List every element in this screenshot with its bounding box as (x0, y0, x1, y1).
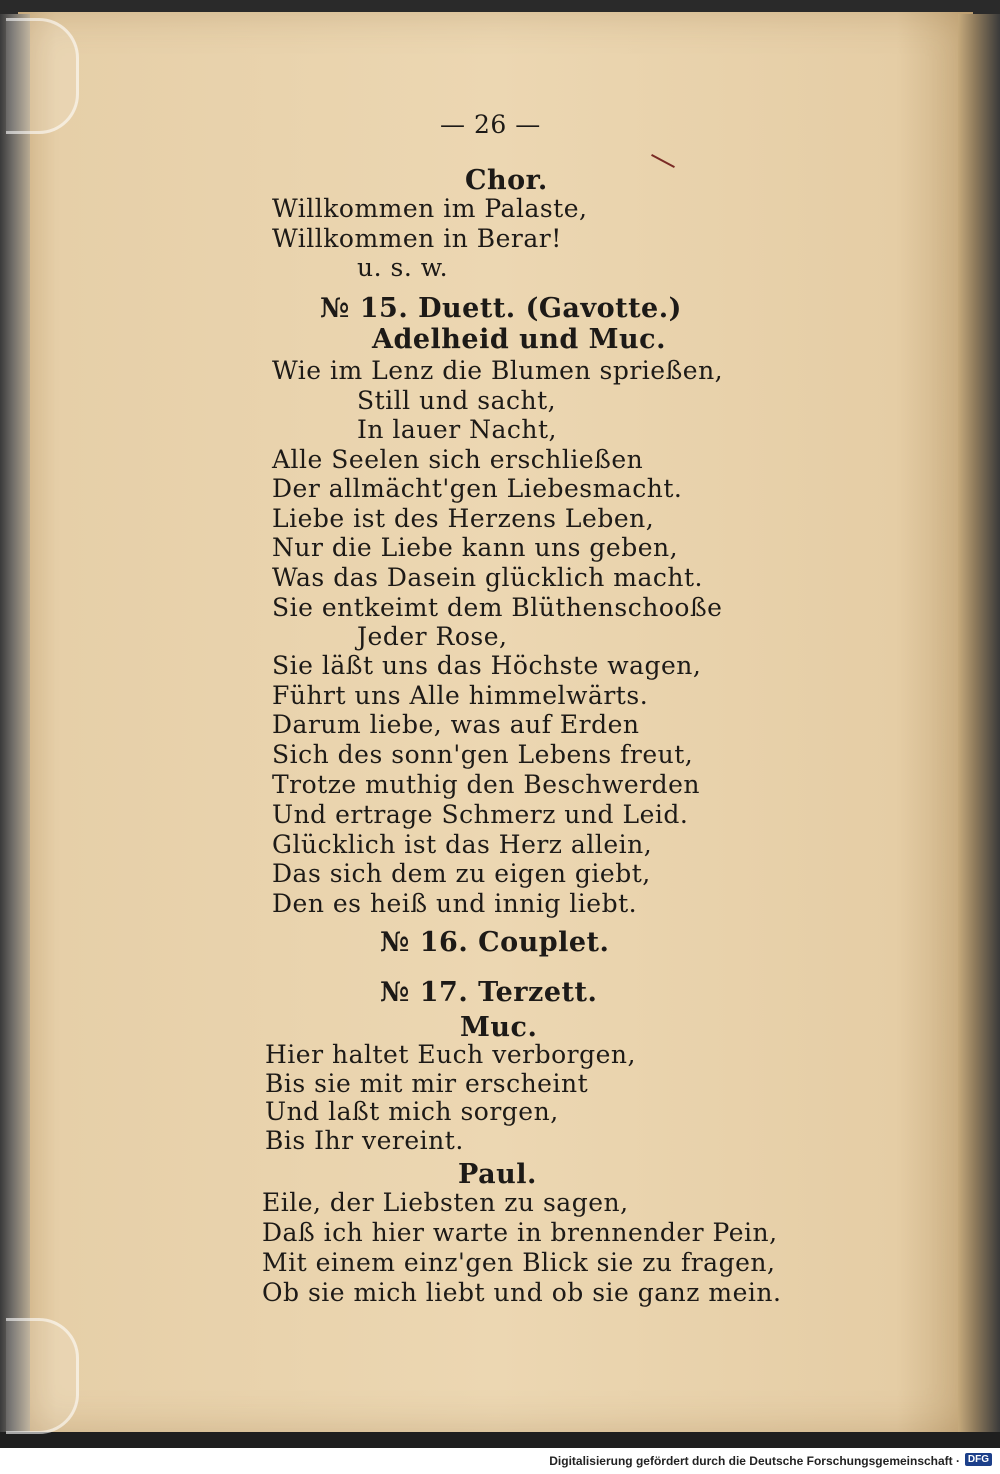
verse-line: Den es heiß und innig liebt. (272, 889, 638, 918)
page-edge-right (958, 14, 1000, 1432)
dfg-logo: DFG (965, 1453, 992, 1466)
verse-line: Sie entkeimt dem Blüthenschooße (272, 593, 723, 622)
verse-line: Willkommen in Berar! (272, 224, 562, 253)
verse-line: Bis sie mit mir erscheint (265, 1069, 589, 1098)
verse-line: Führt uns Alle himmelwärts. (272, 681, 649, 710)
verse-line: Willkommen im Palaste, (272, 194, 588, 223)
page-number: — 26 — (440, 110, 541, 139)
page-clip-bottom (6, 1318, 79, 1434)
verse-line: Eile, der Liebsten zu sagen, (262, 1188, 629, 1217)
verse-line: Der allmächt'gen Liebesmacht. (272, 474, 683, 503)
verse-line: Daß ich hier warte in brennender Pein, (262, 1218, 778, 1247)
verse-line: Still und sacht, (357, 386, 557, 415)
verse-line: Hier haltet Euch verborgen, (265, 1040, 636, 1069)
section-title-16: № 16. Couplet. (380, 927, 610, 958)
verse-line: Was das Dasein glücklich macht. (272, 563, 704, 592)
speakers-15: Adelheid und Muc. (372, 324, 667, 355)
verse-line: Bis Ihr vereint. (265, 1126, 464, 1155)
footer-credit: Digitalisierung gefördert durch die Deutsche Forschungsgemeinschaft · (549, 1454, 960, 1468)
verse-line: Das sich dem zu eigen giebt, (272, 859, 651, 888)
verse-line: In lauer Nacht, (357, 415, 557, 444)
verse-line: Jeder Rose, (357, 622, 508, 651)
verse-line: Sie läßt uns das Höchste wagen, (272, 651, 702, 680)
section-title-17: № 17. Terzett. (380, 977, 598, 1008)
verse-line: Mit einem einz'gen Blick sie zu fragen, (262, 1248, 776, 1277)
verse-line: Und ertrage Schmerz und Leid. (272, 800, 689, 829)
section-title-15: № 15. Duett. (Gavotte.) (320, 293, 682, 324)
verse-line: Trotze muthig den Beschwerden (272, 770, 701, 799)
chor-heading: Chor. (465, 165, 548, 196)
verse-line: Und laßt mich sorgen, (265, 1097, 559, 1126)
verse-line: Sich des sonn'gen Lebens freut, (272, 740, 694, 769)
verse-line: u. s. w. (357, 253, 449, 282)
verse-line: Alle Seelen sich erschließen (272, 445, 644, 474)
footer-bar (0, 1448, 1000, 1474)
verse-line: Liebe ist des Herzens Leben, (272, 504, 655, 533)
verse-line: Glücklich ist das Herz allein, (272, 830, 653, 859)
page-clip-top (6, 18, 79, 134)
verse-line: Wie im Lenz die Blumen sprießen, (272, 356, 724, 385)
speaker-paul: Paul. (458, 1159, 537, 1190)
verse-line: Darum liebe, was auf Erden (272, 710, 640, 739)
speaker-muc: Muc. (460, 1012, 538, 1043)
verse-line: Ob sie mich liebt und ob sie ganz mein. (262, 1278, 782, 1307)
book-binding (0, 14, 30, 1432)
verse-line: Nur die Liebe kann uns geben, (272, 533, 679, 562)
